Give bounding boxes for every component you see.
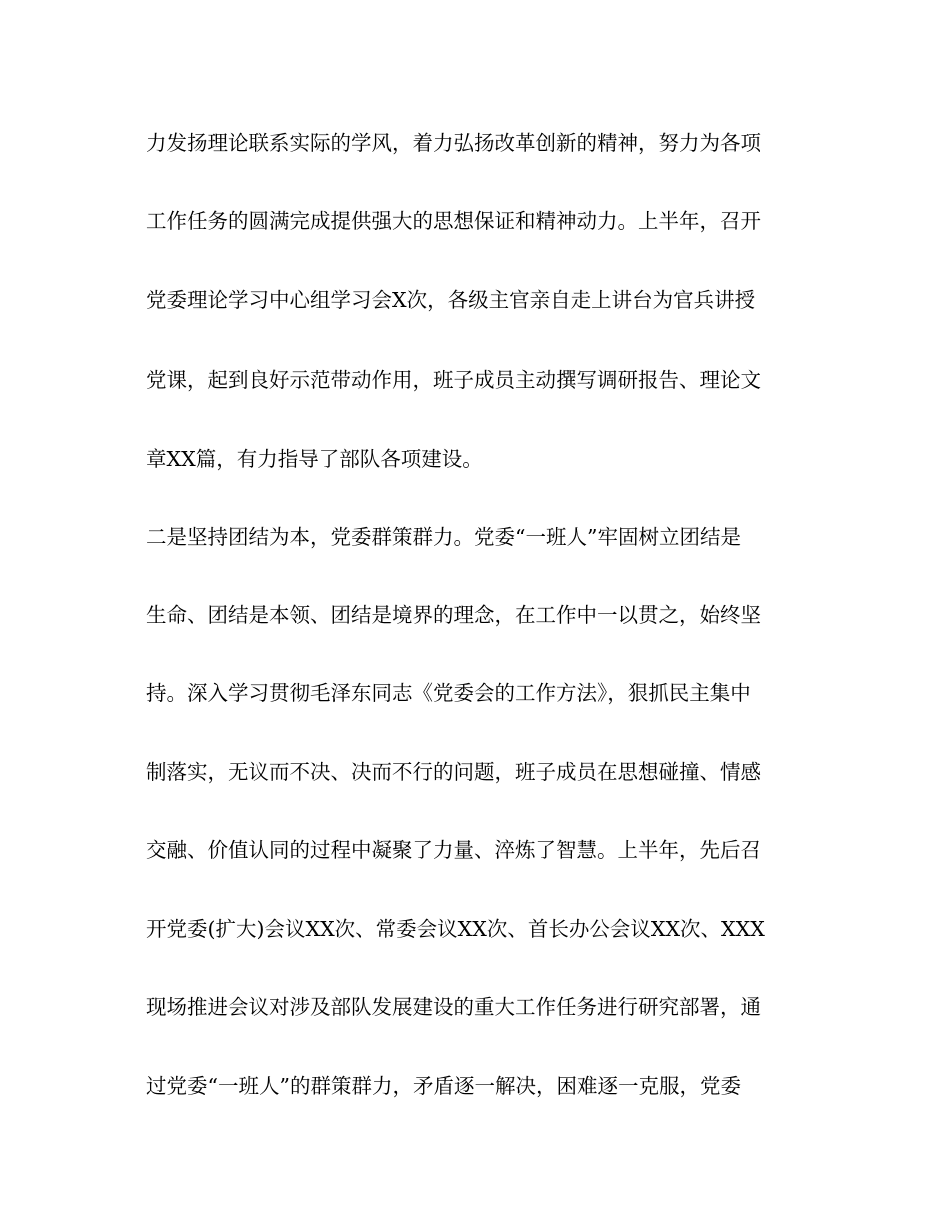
text-line: 现场推进会议对涉及部队发展建设的重大工作任务进行研究部署，通 [146,995,761,1019]
text-line: 交融、价值认同的过程中凝聚了力量、淬炼了智慧。上半年，先后召 [146,838,761,862]
text-line: 工作任务的圆满完成提供强大的思想保证和精神动力。上半年，召开 [146,209,761,233]
text-line: 党课，起到良好示范带动作用，班子成员主动撰写调研报告、理论文 [146,368,761,392]
text-line: 二是坚持团结为本，党委群策群力。党委“一班人”牢固树立团结是 [146,525,741,549]
text-line: 力发扬理论联系实际的学风，着力弘扬改革创新的精神，努力为各项 [146,131,761,155]
text-line: 开党委(扩大)会议XX次、常委会议XX次、首长办公会议XX次、XXX [146,917,765,941]
text-line: 持。深入学习贯彻毛泽东同志《党委会的工作方法》，狠抓民主集中 [146,681,751,705]
text-line: 生命、团结是本领、团结是境界的理念，在工作中一以贯之，始终坚 [146,603,761,627]
text-line: 制落实，无议而不决、决而不行的问题，班子成员在思想碰撞、情感 [146,760,761,784]
text-line: 党委理论学习中心组学习会X次，各级主官亲自走上讲台为官兵讲授 [146,288,756,312]
text-line: 章XX篇，有力指导了部队各项建设。 [146,447,483,471]
text-line: 过党委“一班人”的群策群力，矛盾逐一解决，困难逐一克服，党委 [146,1074,741,1098]
